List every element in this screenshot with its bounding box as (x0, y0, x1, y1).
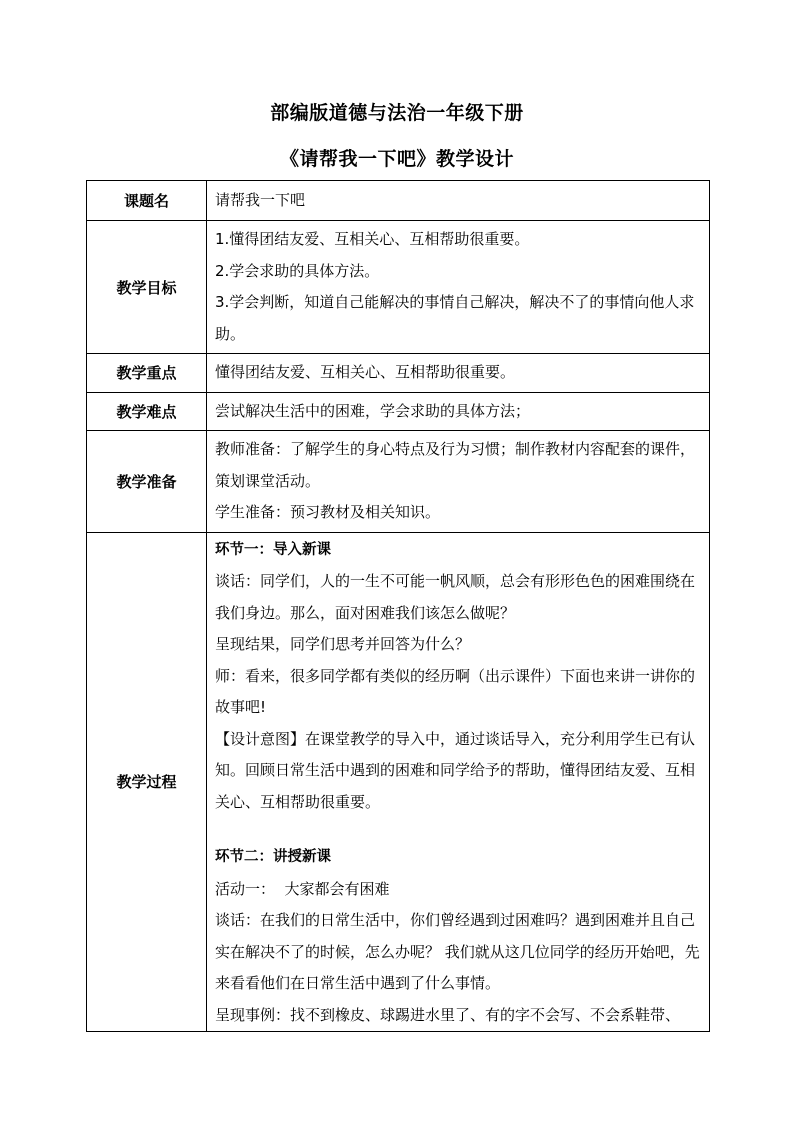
design-intent: 【设计意图】在课堂教学的导入中，通过谈话导入，充分利用学生已有认知。回顾日常生活中遇到的困难和同学给予的帮助，懂得团结友爱、互相关心、互相帮助很重要。 (215, 729, 696, 811)
value-process (207, 532, 710, 1032)
value-topic (207, 181, 710, 221)
objective-item: 2.学会求助的具体方法。 (215, 261, 380, 280)
topic-text: 请帮我一下吧 (215, 190, 306, 209)
teacher-preparation: 教师准备：了解学生的身心特点及行为习惯；制作教材内容配套的课件，策划课堂活动。 (215, 440, 696, 490)
row-topic (87, 181, 710, 221)
paragraph: 呈现事例：找不到橡皮、球踢进水里了、有的字不会写、不会系鞋带、 (215, 1005, 681, 1024)
paragraph: 师：看来，很多同学都有类似的经历啊（出示课件）下面也来讲一讲你的故事吧! (215, 666, 696, 716)
paragraph: 谈话：在我们的日常生活中，你们曾经遇到过困难吗？遇到困难并且自己实在解决不了的时候，怎么办呢？ 我们就从这几位同学的经历开始吧，先来看看他们在日常生活中遇到了什么事情。 (215, 911, 700, 992)
objective-item: 3.学会判断，知道自己能解决的事情自己解决，解决不了的事情向他人求助。 (215, 293, 695, 343)
section-heading: 环节一：导入新课 (215, 541, 331, 558)
document-title (0, 101, 794, 171)
label-difficulties: 教学难点 (87, 392, 207, 431)
key-points-text: 懂得团结友爱、互相关心、互相帮助很重要。 (215, 363, 516, 381)
difficulties-text: 尝试解决生活中的困难，学会求助的具体方法； (215, 401, 531, 420)
section-heading: 环节二：讲授新课 (215, 849, 331, 865)
label-objectives: 教学目标 (87, 221, 207, 354)
objective-item: 1.懂得团结友爱、互相关心、互相帮助很重要。 (215, 230, 530, 248)
row-preparation (87, 431, 710, 533)
value-difficulties (207, 392, 710, 431)
title-line-1: 部编版道德与法治一年级下册 (270, 102, 524, 124)
row-objectives (87, 221, 710, 354)
lesson-plan-table (86, 180, 710, 1032)
label-process: 教学过程 (87, 532, 207, 1032)
row-process (87, 532, 710, 1032)
paragraph: 呈现结果，同学们思考并回答为什么？ (215, 635, 471, 653)
value-objectives (207, 221, 710, 354)
label-topic: 课题名 (87, 181, 207, 221)
row-difficulties (87, 392, 710, 431)
label-preparation: 教学准备 (87, 431, 207, 533)
label-key-points: 教学重点 (87, 354, 207, 393)
value-key-points (207, 354, 710, 393)
row-key-points (87, 354, 710, 393)
paragraph: 谈话：同学们，人的一生不可能一帆风顺，总会有形形色色的困难围绕在我们身边。那么，面对困难我们该怎么做呢？ (215, 572, 696, 622)
title-line-2: 《请帮我一下吧》教学设计 (279, 148, 514, 170)
activity-title: 活动一： 大家都会有困难 (215, 879, 390, 898)
spacer (215, 818, 705, 842)
student-preparation: 学生准备：预习教材及相关知识。 (215, 503, 441, 521)
value-preparation (207, 431, 710, 533)
